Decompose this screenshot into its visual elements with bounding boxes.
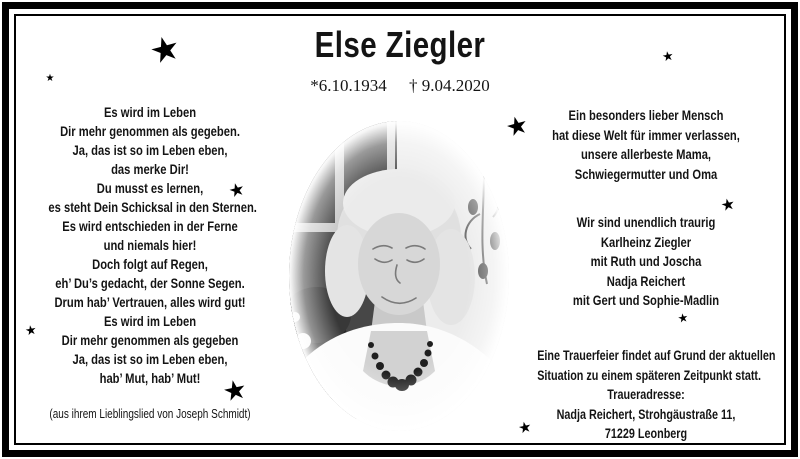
star-icon: ★ bbox=[676, 310, 690, 326]
text-line: Nadja Reichert bbox=[606, 272, 686, 289]
portrait-photo bbox=[287, 119, 511, 433]
text-line: mit Ruth und Joscha bbox=[590, 253, 702, 269]
star-icon: ★ bbox=[516, 417, 534, 438]
text-line: Situation zu einem späteren Zeitpunkt statt. bbox=[537, 367, 762, 383]
text-line: Ja, das ist so im Leben eben, bbox=[72, 142, 228, 158]
text-line: Drum hab’ Vertrauen, alles wird gut! bbox=[54, 294, 246, 310]
star-icon: ★ bbox=[145, 26, 185, 74]
deceased-name: Else Ziegler bbox=[314, 24, 486, 65]
text-line: Wir sind unendlich traurig bbox=[576, 214, 716, 230]
star-icon: ★ bbox=[718, 193, 737, 216]
text-line: Ja, das ist so im Leben eben, bbox=[72, 351, 228, 367]
text-line: hab’ Mut, hab’ Mut! bbox=[99, 370, 201, 386]
text-line: Traueradresse: bbox=[607, 387, 685, 402]
life-dates bbox=[0, 73, 800, 96]
text-line: Ein besonders lieber Mensch bbox=[568, 107, 724, 123]
star-icon: ★ bbox=[23, 322, 39, 340]
text-line: unsere allerbeste Mama, bbox=[580, 146, 712, 162]
photo-scene bbox=[287, 119, 511, 433]
text-line: 71229 Leonberg bbox=[604, 426, 688, 441]
text-line: eh’ Du’s gedacht, der Sonne Segen. bbox=[55, 275, 245, 291]
text-line: Es wird im Leben bbox=[103, 104, 197, 120]
text-line: Es wird im Leben bbox=[103, 313, 197, 329]
funeral-info-text bbox=[537, 346, 776, 444]
announcement-text bbox=[537, 106, 755, 184]
text-line: Es wird entschieden in der Ferne bbox=[62, 218, 238, 234]
star-icon: ★ bbox=[219, 373, 251, 409]
portrait-photo-svg bbox=[287, 119, 511, 433]
text-line: und niemals hier! bbox=[103, 237, 197, 253]
text-line: mit Gert und Sophie-Madlin bbox=[572, 292, 720, 308]
text-line: das merke Dir! bbox=[111, 161, 189, 177]
text-line: Schwiegermutter und Oma bbox=[574, 165, 718, 182]
star-icon: ★ bbox=[45, 73, 55, 84]
death-date: † 9.04.2020 bbox=[409, 76, 490, 95]
poem-text bbox=[48, 103, 257, 388]
text-line: Eine Trauerfeier findet auf Grund der aktuellen bbox=[537, 348, 776, 363]
text-line: Du musst es lernen, bbox=[96, 180, 204, 196]
star-icon: ★ bbox=[226, 178, 248, 203]
star-icon: ★ bbox=[660, 48, 676, 66]
text-line: Doch folgt auf Regen, bbox=[92, 256, 208, 272]
text-line: hat diese Welt für immer verlassen, bbox=[552, 126, 740, 143]
vignette-overlay bbox=[287, 119, 511, 433]
text-line: Nadja Reichert, Strohgäustraße 11, bbox=[556, 406, 736, 422]
text-line: Dir mehr genommen als gegeben. bbox=[60, 123, 240, 139]
poem-attribution: (aus ihrem Lieblingslied von Joseph Schmidt) bbox=[49, 407, 251, 421]
text-line: es steht Dein Schicksal in den Sternen. bbox=[48, 199, 257, 215]
birth-date: *6.10.1934 bbox=[310, 76, 387, 95]
text-line: Karlheinz Ziegler bbox=[600, 233, 692, 250]
mourners-text bbox=[537, 213, 755, 311]
text-line: Dir mehr genommen als gegeben bbox=[61, 332, 239, 348]
star-icon: ★ bbox=[502, 109, 532, 143]
